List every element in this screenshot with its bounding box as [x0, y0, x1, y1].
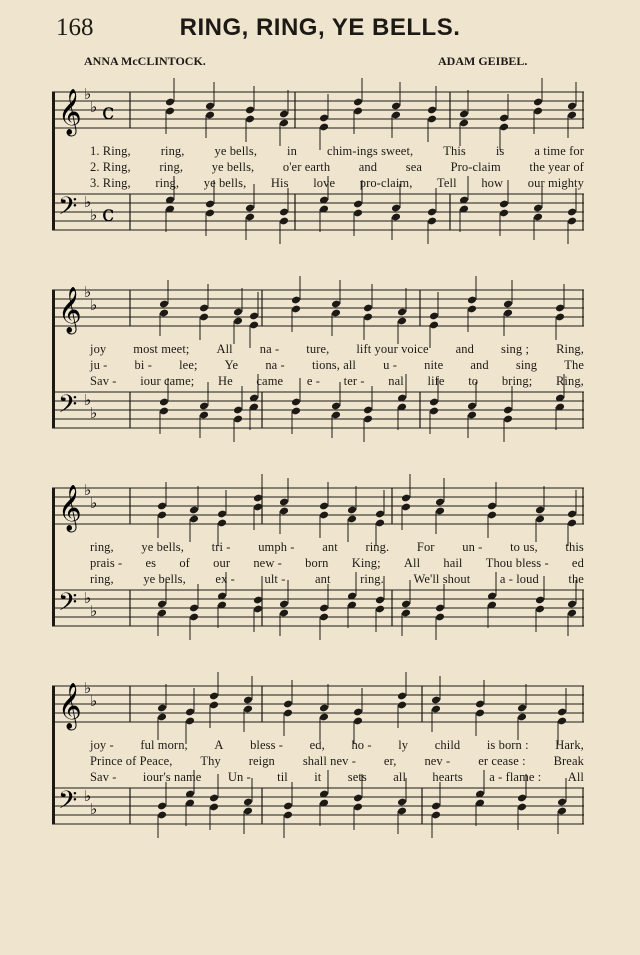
- lyric-syllable: came: [256, 374, 284, 388]
- lyric-syllable: and: [358, 160, 378, 174]
- lyric-syllable: tions, all: [311, 358, 357, 372]
- lyric-syllable: For: [416, 540, 435, 554]
- lyric-syllable: ring.: [365, 540, 390, 554]
- lyric-syllable: Un -: [227, 770, 251, 784]
- lyric-line: [90, 556, 584, 571]
- lyric-syllable: born: [305, 556, 329, 570]
- treble-clef-icon: 𝄞: [58, 485, 82, 531]
- lyric-syllable: iour's name: [142, 770, 202, 784]
- lyric-syllable: ult -: [264, 572, 286, 586]
- lyric-syllable: na -: [265, 358, 285, 372]
- lyric-syllable: All: [403, 556, 421, 570]
- lyric-syllable: es: [145, 556, 157, 570]
- lyric-syllable: ring,: [90, 540, 114, 554]
- common-time-icon: c: [102, 202, 115, 227]
- lyric-syllable: ring,: [155, 176, 180, 190]
- lyric-syllable: 3. Ring,: [90, 176, 131, 190]
- lyric-line: [90, 738, 584, 753]
- lyric-syllable: prais -: [90, 556, 123, 570]
- lyric-syllable: sets: [347, 770, 367, 784]
- lyric-syllable: til: [277, 770, 288, 784]
- lyric-syllable: ant: [315, 572, 331, 586]
- lyric-syllable: A: [214, 738, 224, 752]
- composer-credit: ADAM GEIBEL.: [438, 54, 528, 68]
- treble-clef-icon: 𝄞: [58, 89, 82, 135]
- lyric-syllable: 1. Ring,: [90, 144, 131, 158]
- lyric-line: [90, 770, 584, 785]
- lyric-syllable: All: [567, 770, 584, 784]
- lyric-syllable: 2. Ring,: [90, 160, 131, 174]
- lyric-syllable: ring.: [360, 572, 384, 586]
- bass-clef-icon: 𝄢: [58, 192, 78, 227]
- lyric-syllable: joy: [90, 342, 107, 356]
- lyric-syllable: The: [564, 358, 584, 372]
- lyric-syllable: tri -: [211, 540, 231, 554]
- lyric-syllable: of: [179, 556, 190, 570]
- lyric-syllable: nite: [424, 358, 444, 372]
- lyric-syllable: child: [434, 738, 461, 752]
- flat-icon: ♭: [84, 283, 92, 301]
- lyric-syllable: er cease :: [478, 754, 526, 768]
- lyric-syllable: shall nev -: [302, 754, 356, 768]
- lyric-syllable: sing ;: [501, 342, 530, 356]
- lyric-syllable: is born :: [486, 738, 529, 752]
- flat-icon: ♭: [90, 494, 98, 512]
- lyric-syllable: hearts: [432, 770, 463, 784]
- lyric-syllable: a time for: [534, 144, 584, 158]
- lyric-line: [90, 374, 584, 389]
- lyric-syllable: all: [393, 770, 407, 784]
- flat-icon: ♭: [84, 679, 92, 697]
- lyric-syllable: ju -: [90, 358, 108, 372]
- flat-icon: ♭: [90, 296, 98, 314]
- flat-icon: ♭: [84, 787, 92, 805]
- page-number: 168: [56, 14, 94, 41]
- flat-icon: ♭: [90, 404, 98, 422]
- music-system: [52, 284, 584, 456]
- music-system: [52, 680, 584, 852]
- flat-icon: ♭: [90, 602, 98, 620]
- treble-clef-icon: 𝄞: [58, 683, 82, 729]
- bass-clef-icon: 𝄢: [58, 786, 78, 821]
- lyric-syllable: to: [468, 374, 479, 388]
- lyric-syllable: the: [568, 572, 584, 586]
- lyric-syllable: the year of: [529, 160, 584, 174]
- lyric-syllable: ye bells,: [214, 144, 258, 158]
- lyric-syllable: All: [216, 342, 233, 356]
- lyric-syllable: hail: [443, 556, 463, 570]
- lyric-syllable: We'll shout: [413, 572, 471, 586]
- lyric-line: [90, 540, 584, 555]
- lyric-syllable: Ring,: [555, 374, 584, 388]
- lyric-syllable: ant: [322, 540, 338, 554]
- flat-icon: ♭: [84, 589, 92, 607]
- lyric-syllable: chim-ings sweet,: [326, 144, 414, 158]
- lyric-syllable: Hark,: [555, 738, 584, 752]
- hymn-title: RING, RING, YE BELLS.: [179, 14, 461, 41]
- flat-icon: ♭: [84, 85, 92, 103]
- lyric-syllable: Break: [553, 754, 584, 768]
- lyric-line: [90, 160, 584, 175]
- lyric-syllable: ture,: [306, 342, 330, 356]
- lyric-syllable: e -: [306, 374, 320, 388]
- lyric-syllable: lift your voice: [356, 342, 429, 356]
- lyric-syllable: ye bells,: [143, 572, 186, 586]
- flat-icon: ♭: [90, 800, 98, 818]
- flat-icon: ♭: [90, 98, 98, 116]
- lyric-syllable: Tell: [437, 176, 457, 190]
- lyric-line: [90, 342, 584, 357]
- lyric-syllable: bi -: [134, 358, 152, 372]
- lyric-syllable: it: [314, 770, 322, 784]
- lyric-line: [90, 176, 584, 191]
- lyric-syllable: Prince of Peace,: [90, 754, 173, 768]
- music-system: [52, 86, 584, 258]
- lyric-syllable: a - loud: [499, 572, 539, 586]
- lyric-syllable: and: [455, 342, 475, 356]
- lyric-syllable: He: [217, 374, 233, 388]
- lyric-syllable: na -: [259, 342, 280, 356]
- lyric-syllable: un -: [462, 540, 483, 554]
- flat-icon: ♭: [90, 206, 98, 224]
- lyric-syllable: pro-claim,: [359, 176, 413, 190]
- lyric-syllable: This: [443, 144, 466, 158]
- lyric-syllable: o'er earth: [282, 160, 331, 174]
- lyric-syllable: nev -: [424, 754, 451, 768]
- lyric-syllable: ed: [571, 556, 584, 570]
- treble-clef-icon: 𝄞: [58, 287, 82, 333]
- lyric-syllable: reign: [248, 754, 275, 768]
- bass-clef-icon: 𝄢: [58, 588, 78, 623]
- lyric-syllable: ring,: [160, 144, 185, 158]
- lyric-syllable: u -: [383, 358, 397, 372]
- lyric-syllable: is: [495, 144, 505, 158]
- lyric-syllable: ring,: [159, 160, 184, 174]
- lyric-line: [90, 754, 584, 769]
- lyric-syllable: ye bells,: [203, 176, 247, 190]
- lyric-syllable: ex -: [215, 572, 235, 586]
- lyric-syllable: to us,: [510, 540, 538, 554]
- lyric-syllable: His: [270, 176, 289, 190]
- lyric-syllable: and: [470, 358, 489, 372]
- author-credit: ANNA McCLINTOCK.: [84, 54, 206, 68]
- lyric-syllable: joy -: [90, 738, 114, 752]
- lyric-syllable: sea: [405, 160, 422, 174]
- lyric-syllable: ed,: [309, 738, 325, 752]
- flat-icon: ♭: [90, 692, 98, 710]
- common-time-icon: c: [102, 100, 115, 125]
- lyric-syllable: er,: [383, 754, 397, 768]
- flat-icon: ♭: [84, 481, 92, 499]
- lyric-syllable: Thou bless -: [485, 556, 549, 570]
- lyric-syllable: ye bells,: [141, 540, 184, 554]
- bass-clef-icon: 𝄢: [58, 390, 78, 425]
- lyric-line: [90, 144, 584, 159]
- lyric-syllable: ly: [398, 738, 409, 752]
- lyric-line: [90, 572, 584, 587]
- lyric-syllable: how: [481, 176, 504, 190]
- lyric-syllable: most meet;: [133, 342, 190, 356]
- lyric-syllable: bless -: [250, 738, 284, 752]
- lyric-line: [90, 358, 584, 373]
- lyric-syllable: ye bells,: [211, 160, 255, 174]
- lyric-syllable: iour came;: [140, 374, 195, 388]
- lyric-syllable: our mighty: [527, 176, 584, 190]
- lyric-syllable: lee;: [179, 358, 198, 372]
- lyric-syllable: Thy: [200, 754, 221, 768]
- lyric-syllable: Ye: [224, 358, 239, 372]
- lyric-syllable: life: [427, 374, 445, 388]
- lyric-syllable: nal: [388, 374, 404, 388]
- lyric-syllable: Sav -: [90, 374, 117, 388]
- lyric-syllable: Ring,: [556, 342, 584, 356]
- lyric-syllable: a - flame :: [489, 770, 542, 784]
- lyric-syllable: ring,: [90, 572, 114, 586]
- lyric-syllable: our: [213, 556, 231, 570]
- music-system: [52, 482, 584, 654]
- lyric-syllable: Pro-claim: [450, 160, 501, 174]
- lyric-syllable: Sav -: [90, 770, 117, 784]
- lyric-syllable: ho -: [351, 738, 372, 752]
- lyric-syllable: sing: [515, 358, 538, 372]
- lyric-syllable: umph -: [258, 540, 295, 554]
- lyric-syllable: ter -: [343, 374, 365, 388]
- flat-icon: ♭: [84, 193, 92, 211]
- lyric-syllable: in: [287, 144, 297, 158]
- lyric-syllable: ful morn,: [140, 738, 188, 752]
- lyric-syllable: love: [313, 176, 336, 190]
- lyric-syllable: new -: [253, 556, 282, 570]
- lyric-syllable: bring;: [501, 374, 533, 388]
- lyric-syllable: this: [565, 540, 584, 554]
- flat-icon: ♭: [84, 391, 92, 409]
- lyric-syllable: King;: [351, 556, 381, 570]
